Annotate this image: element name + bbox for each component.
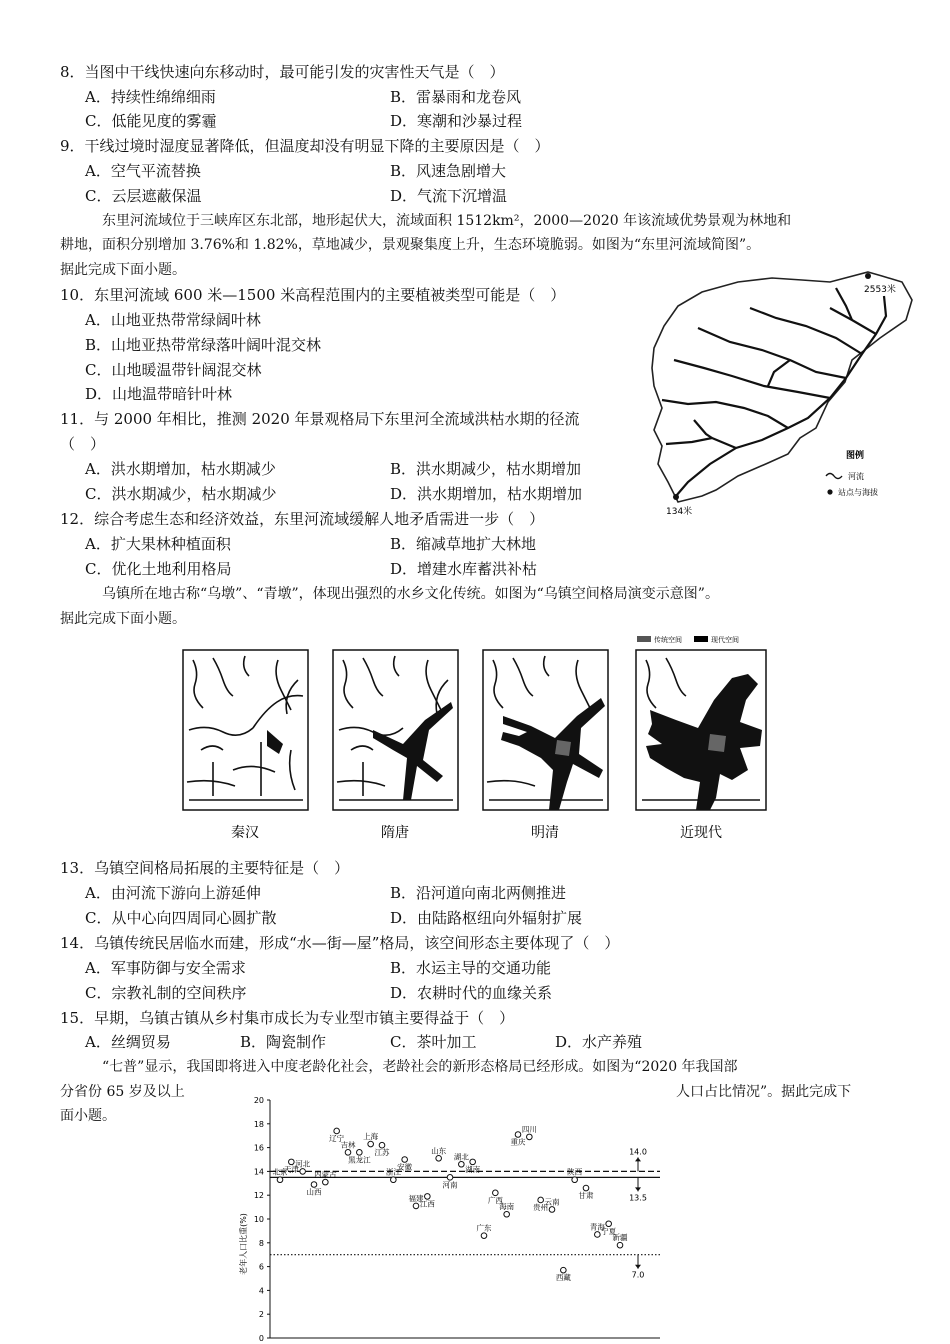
q15-option-b: B．陶瓷制作	[240, 1033, 327, 1051]
y-tick-label: 14	[253, 1167, 264, 1177]
point-甘肃	[583, 1185, 589, 1191]
q8-stem: 8．当图中干线快速向东移动时，最可能引发的灾害性天气是（ ）	[60, 63, 505, 81]
point-label-福建: 福建	[408, 1193, 424, 1203]
point-label-甘肃: 甘肃	[578, 1191, 594, 1201]
passage3-line1: “七普”显示，我国即将进入中度老龄化社会，老龄社会的新形态格局已经形成。如图为“2020 年我国部	[102, 1059, 738, 1075]
q10-option-a: A．山地亚热带常绿阔叶林	[85, 311, 261, 329]
point-label-江苏: 江苏	[374, 1148, 390, 1158]
point-label-陕西: 陕西	[567, 1167, 583, 1177]
point-label-西藏: 西藏	[555, 1273, 571, 1283]
q11-stem-bracket: （ ）	[60, 435, 106, 453]
passage1-line3: 据此完成下面小题。	[60, 262, 186, 278]
station-bottom	[673, 494, 679, 500]
q13-option-b: B．沿河道向南北两侧推进	[390, 884, 567, 902]
q10-stem: 10．东里河流域 600 米—1500 米高程范围内的主要植被类型可能是（ ）	[60, 286, 566, 304]
point-label-吉林: 吉林	[340, 1140, 356, 1150]
q9-option-b: B．风速急剧增大	[390, 162, 507, 180]
y-tick-label: 0	[258, 1334, 264, 1342]
y-axis-label: 老年人口比重(%)	[239, 1213, 248, 1275]
panel-modern	[636, 650, 766, 810]
station-top	[865, 273, 871, 279]
q15-option-c: C．茶叶加工	[390, 1033, 477, 1051]
reference-label-14.0: 14.0	[629, 1147, 647, 1157]
point-新疆	[617, 1242, 623, 1248]
point-label-天津: 天津	[283, 1164, 299, 1174]
legend-traditional-label: 传统空间	[654, 636, 682, 644]
wuzhen-evolution-figure	[182, 632, 772, 844]
q13-option-a: A．由河流下游向上游延伸	[85, 884, 261, 902]
q10-option-d: D．山地温带暗针叶林	[85, 385, 233, 403]
point-河北	[300, 1169, 306, 1175]
point-贵州	[538, 1197, 544, 1203]
q15-option-d: D．水产养殖	[555, 1033, 643, 1051]
point-广东	[481, 1233, 487, 1239]
reference-label-7.0: 7.0	[631, 1270, 645, 1280]
legend-modern-label: 现代空间	[711, 636, 739, 644]
panel-qinhan	[183, 650, 308, 810]
q12-stem: 12．综合考虑生态和经济效益，东里河流域缓解人地矛盾需进一步（ ）	[60, 510, 545, 528]
passage1-line1: 东里河流域位于三峡库区东北部，地形起伏大，流域面积 1512km²，2000—2020 年该流域优势景观为林地和	[102, 213, 792, 229]
reference-arrowhead	[635, 1157, 641, 1161]
point-四川	[527, 1134, 533, 1140]
q9-option-d: D．气流下沉增温	[390, 187, 508, 205]
point-内蒙古	[323, 1179, 329, 1185]
reference-label-13.5: 13.5	[629, 1193, 647, 1203]
point-青海	[595, 1232, 601, 1238]
y-tick-label: 2	[258, 1310, 264, 1320]
point-label-安徽: 安徽	[397, 1162, 413, 1172]
q14-stem: 14．乌镇传统民居临水而建，形成“水—街—屋”格局，该空间形态主要体现了（ ）	[60, 934, 620, 952]
elevation-bottom-label: 134米	[666, 507, 693, 517]
q15-option-a: A．丝绸贸易	[85, 1033, 171, 1051]
q12-option-c: C．优化土地利用格局	[85, 560, 232, 578]
passage3-line2b: 人口占比情况”。据此完成下	[676, 1084, 852, 1100]
legend-modern-swatch	[694, 636, 708, 642]
legend-station-label: 站点与海拔	[838, 488, 878, 497]
y-tick-label: 12	[253, 1191, 264, 1201]
point-黑龙江	[357, 1150, 363, 1156]
q8-option-b: B．雷暴雨和龙卷风	[390, 88, 522, 106]
q8-option-c: C．低能见度的雾霾	[85, 112, 217, 130]
point-山东	[436, 1156, 442, 1162]
river-network	[662, 288, 886, 496]
q11-option-d: D．洪水期增加，枯水期增加	[390, 485, 583, 503]
point-宁夏	[606, 1221, 612, 1227]
point-label-辽宁: 辽宁	[329, 1133, 345, 1143]
point-浙江	[391, 1177, 397, 1183]
point-label-湖北: 湖北	[453, 1152, 469, 1162]
river-basin-map	[640, 268, 920, 520]
y-tick-label: 10	[253, 1215, 264, 1224]
q13-stem: 13．乌镇空间格局拓展的主要特征是（ ）	[60, 859, 350, 877]
q11-option-a: A．洪水期增加，枯水期减少	[85, 460, 276, 478]
q12-option-b: B．缩减草地扩大林地	[390, 535, 537, 553]
point-label-浙江: 浙江	[385, 1167, 401, 1177]
legend-river-label: 河流	[848, 472, 864, 481]
point-湖南	[470, 1159, 476, 1165]
panel-mingqing	[483, 650, 608, 810]
y-tick-label: 8	[258, 1238, 264, 1248]
q11-stem: 11．与 2000 年相比，推测 2020 年景观格局下东里河全流域洪枯水期的径流	[60, 410, 580, 428]
q12-option-d: D．增建水库蓄洪补枯	[390, 560, 538, 578]
point-安徽	[402, 1157, 408, 1163]
point-海南	[504, 1211, 510, 1217]
panel-suitang	[333, 650, 458, 810]
point-label-青海: 青海	[589, 1222, 605, 1232]
q11-option-c: C．洪水期减少，枯水期减少	[85, 485, 277, 503]
q9-option-c: C．云层遮蔽保温	[85, 187, 202, 205]
point-label-江西: 江西	[419, 1199, 435, 1209]
point-福建	[413, 1203, 419, 1209]
legend-title: 图例	[846, 451, 865, 461]
q14-option-b: B．水运主导的交通功能	[390, 959, 552, 977]
q10-option-b: B．山地亚热带常绿落叶阔叶混交林	[85, 336, 322, 354]
point-label-内蒙古: 内蒙古	[314, 1170, 337, 1180]
point-label-重庆: 重庆	[510, 1137, 526, 1147]
q15-stem: 15．早期，乌镇古镇从乡村集市成长为专业型市镇主要得益于（ ）	[60, 1009, 515, 1027]
elevation-top-label: 2553米	[864, 285, 896, 295]
passage3-line3: 面小题。	[60, 1108, 116, 1124]
point-广西	[493, 1190, 499, 1196]
point-辽宁	[334, 1128, 340, 1134]
passage1-line2: 耕地，面积分别增加 3.76%和 1.82%，草地减少，景观聚集度上升，生态环境脆弱。如图为“东里河流域简图”。	[60, 237, 761, 253]
q11-option-b: B．洪水期减少，枯水期增加	[390, 460, 582, 478]
y-tick-label: 6	[258, 1262, 264, 1272]
point-label-广西: 广西	[487, 1195, 503, 1205]
point-云南	[549, 1207, 555, 1213]
period-label-modern: 近现代	[680, 825, 722, 841]
point-label-河北: 河北	[295, 1159, 311, 1169]
q13-option-d: D．由陆路枢纽向外辐射扩展	[390, 909, 583, 927]
q10-option-c: C．山地暖温带针阔混交林	[85, 361, 262, 379]
period-label-mingqing: 明清	[531, 825, 559, 841]
point-label-海南: 海南	[499, 1202, 515, 1212]
reference-arrowhead	[635, 1265, 641, 1269]
elderly-ratio-chart	[228, 1092, 668, 1342]
point-山西	[311, 1182, 317, 1188]
basin-boundary	[652, 272, 912, 502]
reference-arrowhead	[635, 1187, 641, 1191]
q12-option-a: A．扩大果林种植面积	[85, 535, 231, 553]
q8-option-d: D．寒潮和沙暴过程	[390, 112, 523, 130]
point-label-河南: 河南	[442, 1180, 458, 1190]
q9-option-a: A．空气平流替换	[85, 162, 201, 180]
passage2-line1: 乌镇所在地古称“乌墩”、“青墩”，体现出强烈的水乡文化传统。如图为“乌镇空间格局演变示意图”。	[102, 586, 719, 602]
point-湖北	[459, 1161, 465, 1167]
point-重庆	[515, 1132, 521, 1138]
point-label-山东: 山东	[431, 1146, 447, 1156]
y-tick-label: 18	[253, 1119, 264, 1129]
q9-stem: 9．干线过境时湿度显著降低，但温度却没有明显下降的主要原因是（ ）	[60, 137, 550, 155]
point-label-广东: 广东	[476, 1223, 492, 1233]
q8-option-a: A．持续性绵绵细雨	[85, 88, 216, 106]
legend-station-symbol	[827, 489, 832, 494]
period-label-qinhan: 秦汉	[231, 825, 259, 841]
legend-traditional-swatch	[637, 636, 651, 642]
q14-option-a: A．军事防御与安全需求	[85, 959, 246, 977]
point-label-新疆: 新疆	[612, 1233, 628, 1243]
point-label-北京: 北京	[272, 1167, 288, 1177]
q13-option-c: C．从中心向四周同心圆扩散	[85, 909, 277, 927]
point-label-宁夏: 宁夏	[601, 1226, 617, 1236]
period-label-suitang: 隋唐	[381, 825, 409, 841]
point-label-上海: 上海	[363, 1132, 379, 1142]
point-河南	[447, 1175, 453, 1181]
point-江苏	[379, 1142, 385, 1148]
y-tick-label: 20	[253, 1096, 264, 1105]
point-上海	[368, 1141, 374, 1147]
q14-option-d: D．农耕时代的血缘关系	[390, 984, 553, 1002]
point-江西	[425, 1194, 431, 1200]
point-label-湖南: 湖南	[465, 1164, 481, 1174]
point-label-云南: 云南	[544, 1197, 560, 1207]
point-吉林	[345, 1150, 351, 1156]
passage3-line2a: 分省份 65 岁及以上	[60, 1084, 185, 1100]
passage2-line2: 据此完成下面小题。	[60, 611, 186, 627]
legend-river-symbol	[826, 474, 842, 479]
point-陕西	[572, 1177, 578, 1183]
point-label-贵州: 贵州	[533, 1202, 549, 1212]
y-tick-label: 16	[253, 1143, 264, 1153]
q14-option-c: C．宗教礼制的空间秩序	[85, 984, 247, 1002]
point-label-四川: 四川	[521, 1124, 537, 1134]
point-北京	[277, 1177, 283, 1183]
y-tick-label: 4	[258, 1286, 264, 1296]
point-label-黑龙江: 黑龙江	[348, 1155, 371, 1165]
point-label-山西: 山西	[306, 1187, 322, 1197]
point-西藏	[561, 1267, 567, 1273]
point-天津	[289, 1159, 295, 1165]
